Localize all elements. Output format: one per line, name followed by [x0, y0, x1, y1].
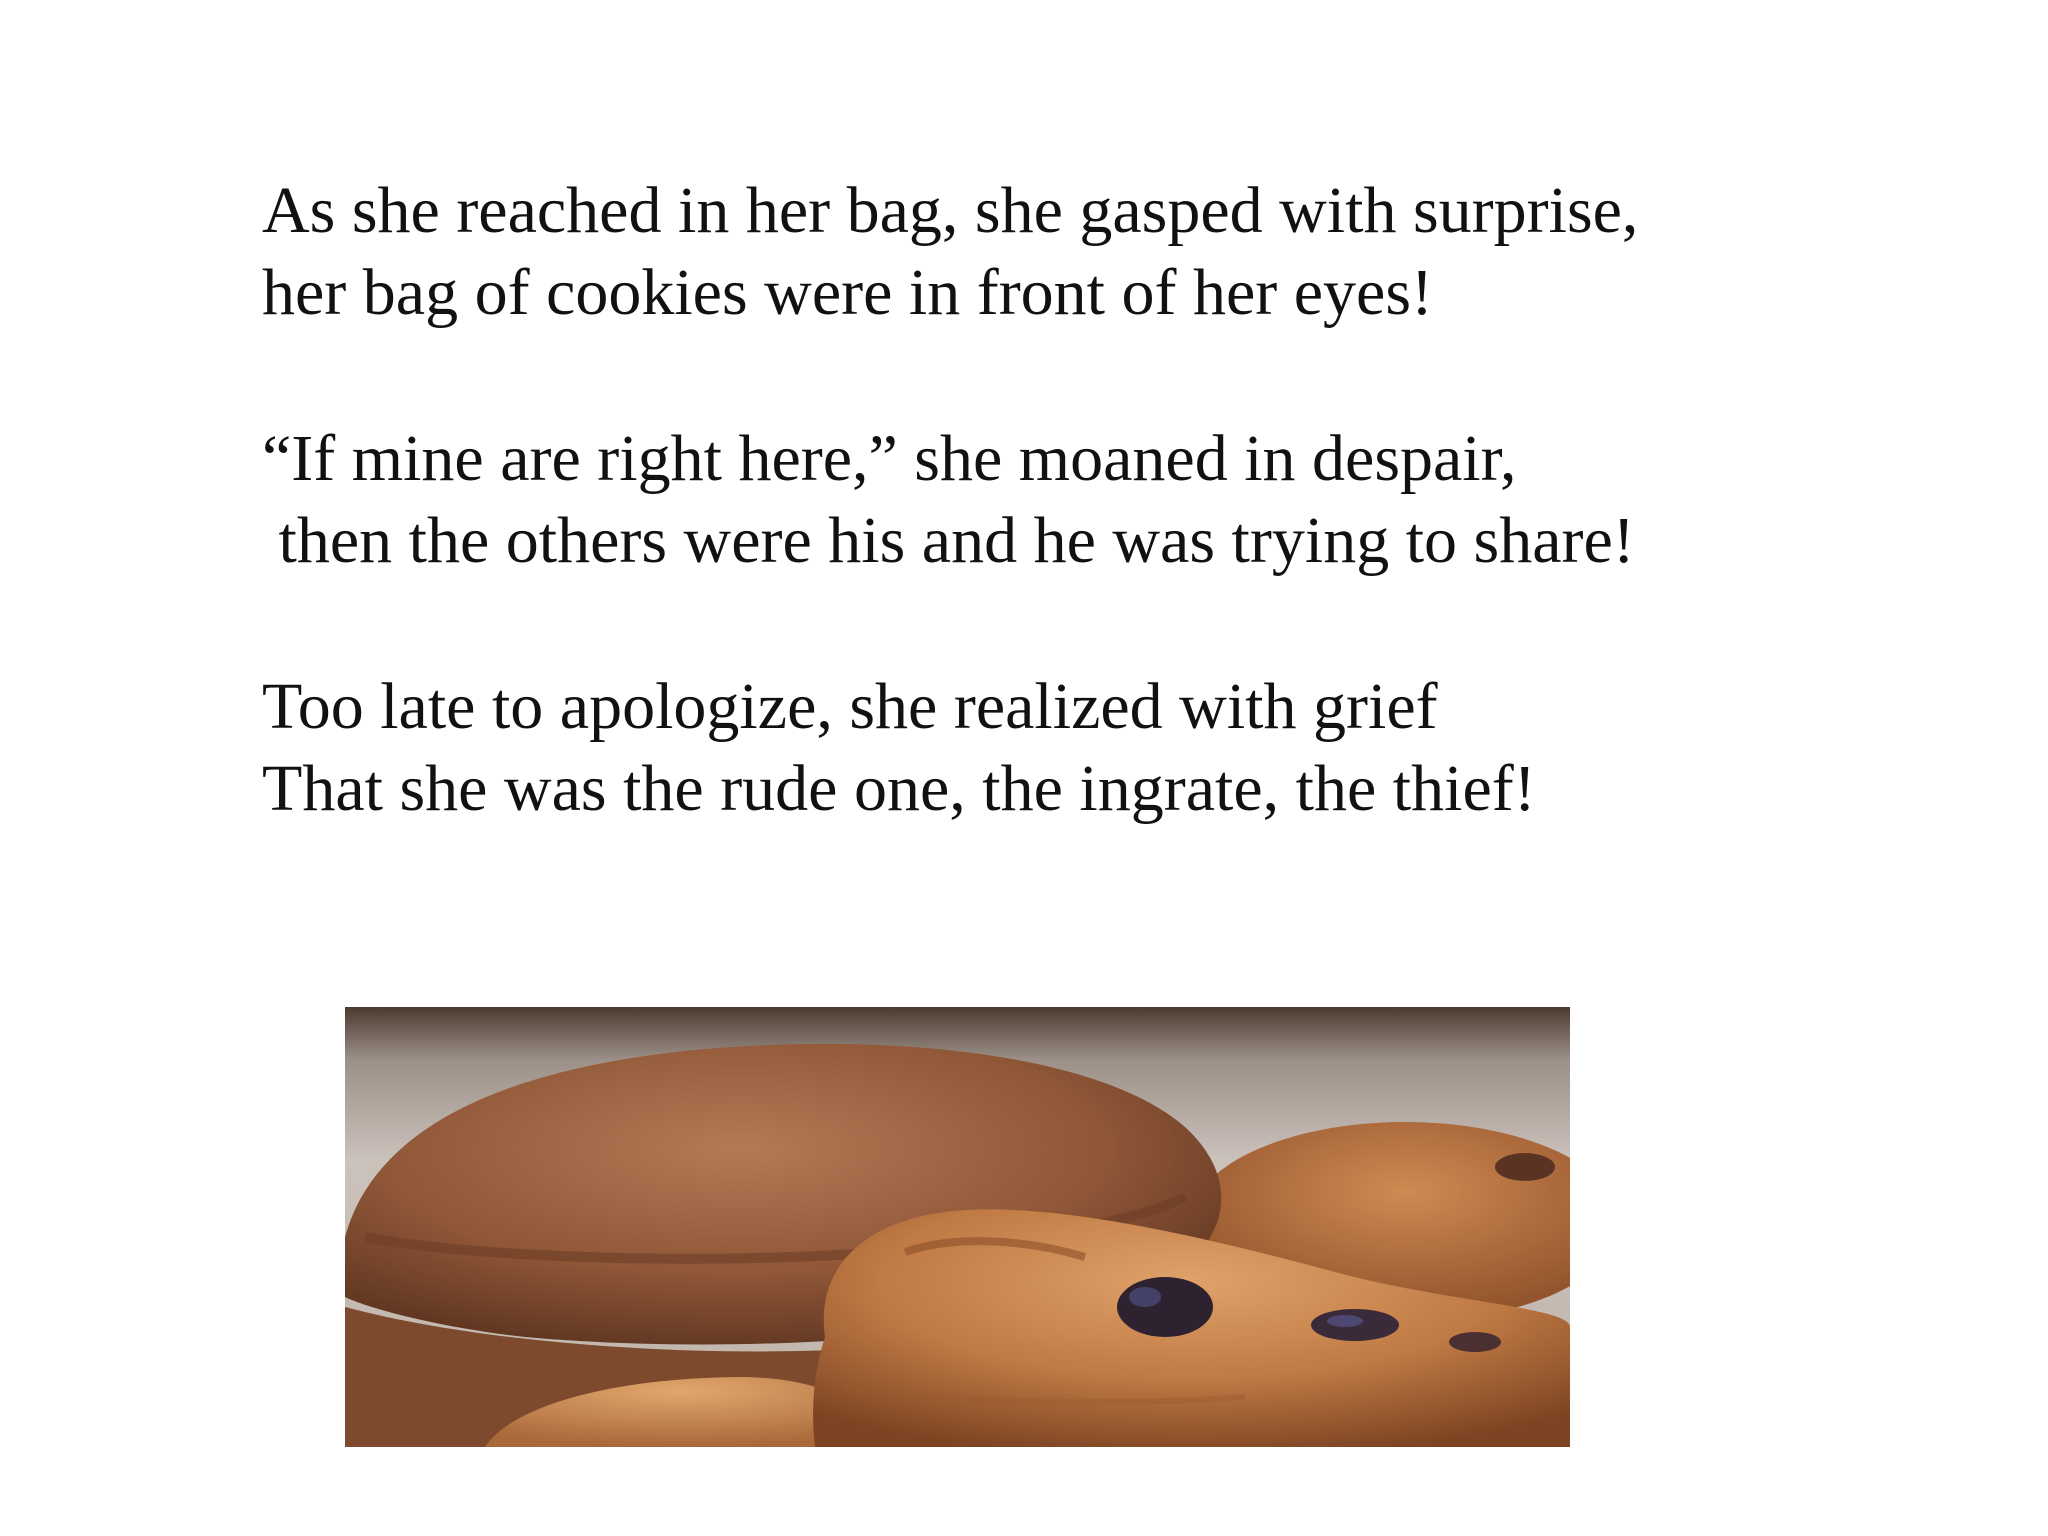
- chocolate-chip: [1117, 1277, 1213, 1337]
- poem-line: That she was the rude one, the ingrate, the thief!: [262, 752, 1536, 825]
- poem-line: “If mine are right here,” she moaned in despair,: [262, 422, 1517, 495]
- poem-line: As she reached in her bag, she gasped with surprise,: [262, 174, 1639, 247]
- poem-line: her bag of cookies were in front of her eyes!: [262, 256, 1434, 329]
- stanza-2: [262, 418, 1862, 582]
- poem-line: Too late to apologize, she realized with grief: [262, 670, 1438, 743]
- stanza-1: [262, 170, 1862, 334]
- poem-line: then the others were his and he was trying to share!: [262, 504, 1635, 577]
- poem-text: [262, 170, 1862, 914]
- stanza-3: [262, 666, 1862, 830]
- cookies-illustration: [345, 1007, 1570, 1447]
- cookies-photo: [345, 1007, 1570, 1447]
